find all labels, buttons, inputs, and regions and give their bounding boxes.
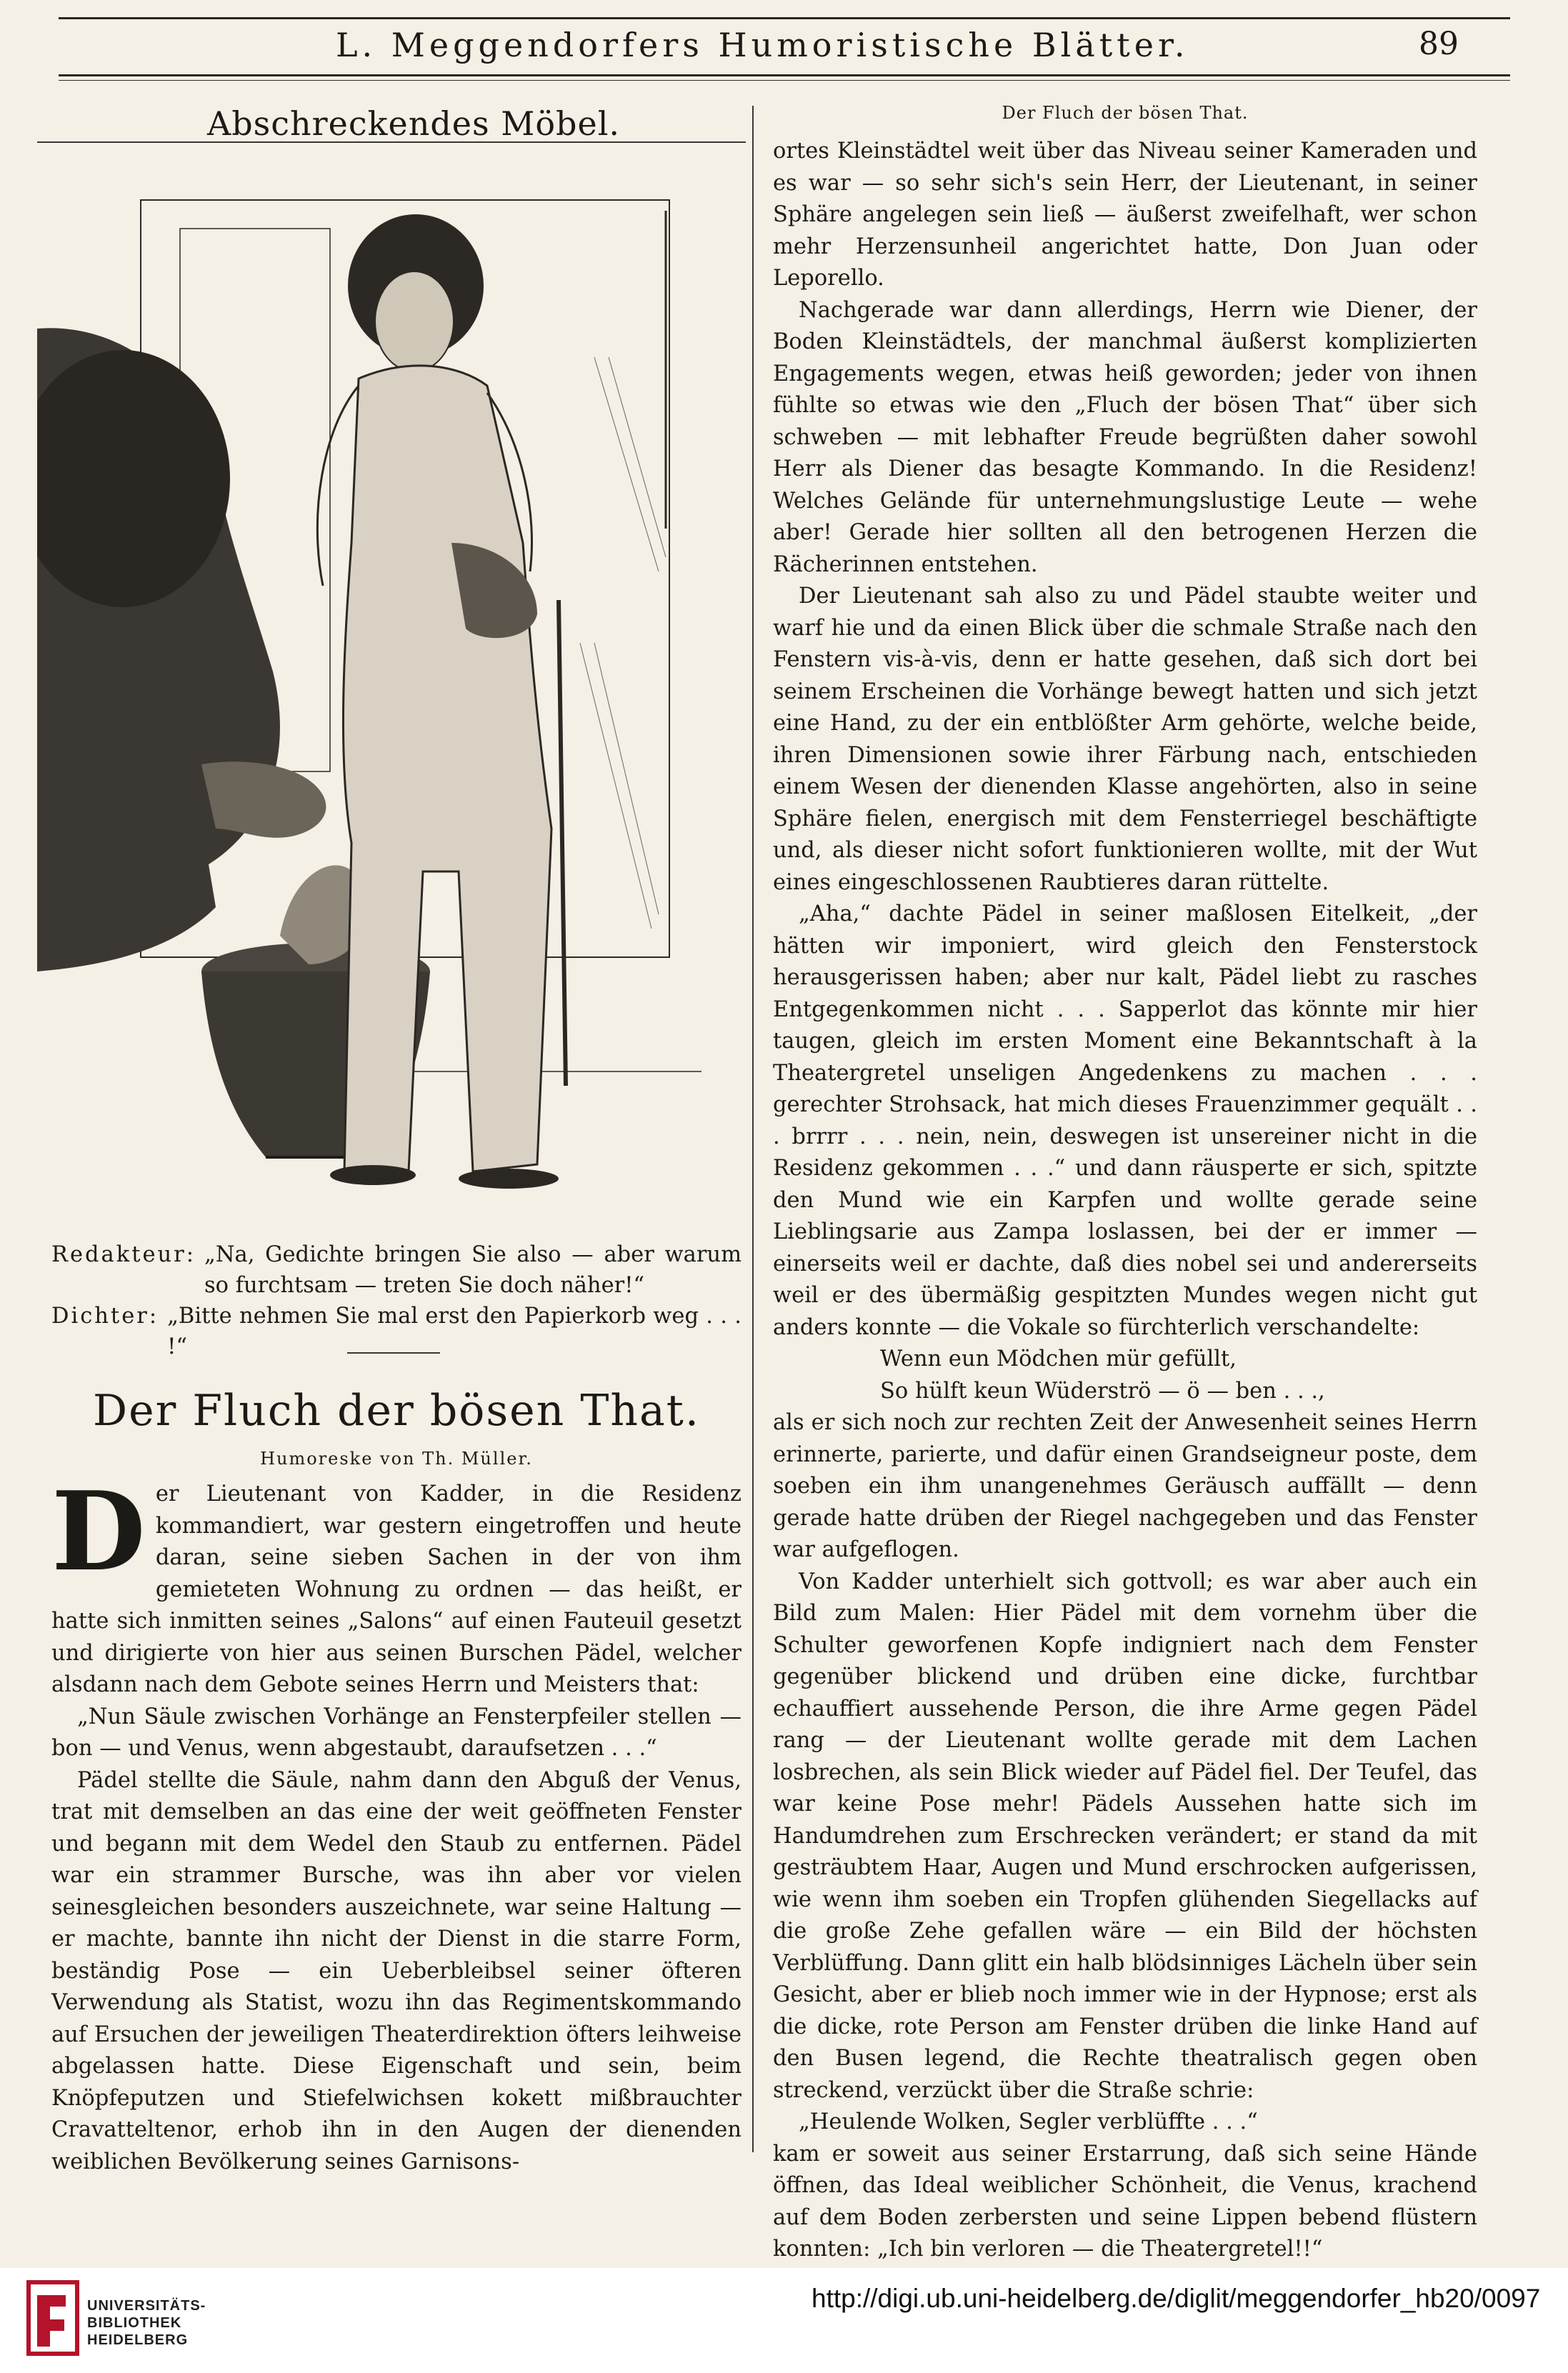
cartoon-caption: [51, 1239, 741, 1362]
paragraph: „Heulende Wolken, Segler verblüffte . . .“: [799, 2109, 1258, 2134]
caption-line: [51, 1239, 741, 1301]
column-running-head: Der Fluch der bösen That.: [1002, 103, 1249, 123]
header-rule-thin: [59, 80, 1510, 81]
story-byline: Humoreske von Th. Müller.: [260, 1449, 533, 1469]
drop-cap: D: [51, 1467, 146, 1595]
library-footer: [0, 2268, 1568, 2373]
story-title: Der Fluch der bösen That.: [93, 1386, 700, 1436]
caption-speaker: Dichter:: [51, 1304, 159, 1329]
header-top-rule: [59, 17, 1510, 19]
paragraph: Nachgerade war dann allerdings, Herrn wie Diener, der Boden Kleinstädtels, der manchmal äußerst komplizierten Engagements wegen, etwas heiß geworden; jeder von ihnen fühlte so etwas wie den „Fluch der bösen That“ über sich schweben — mit lebhafter Freude begrüßten daher sowohl Herr als Diener das besagte Kommando. In die Residenz! Welches Gelände für unternehmungslustige Leute — wehe aber! Gerade hier sollten all den betrogenen Herzen die Rächerinnen entstehen.: [773, 297, 1477, 577]
caption-text: „Na, Gedichte bringen Sie also — aber warum so furchtsam — treten Sie doch näher!“: [204, 1242, 741, 1298]
verse-line: Wenn eun Mödchen mür gefüllt,: [880, 1347, 1237, 1372]
page-number: 89: [1419, 26, 1459, 62]
paragraph-text: er Lieutenant von Kadder, in die Residenz kommandiert, war gestern eingetroffen und heute daran, seine sieben Sachen in der von ihm gemieteten Wohnung zu ordnen — das heißt, er hatte sich inmitten seines „Salons“ auf einen Fauteuil gesetzt und dirigierte von hier aus seinen Burschen Pädel, welcher alsdann nach dem Gebote seines Herrn und Meisters that:: [51, 1482, 741, 1697]
paragraph: ortes Kleinstädtel weit über das Niveau seiner Kameraden und es war — so sehr sich's sein Herr, der Lieutenant, in seiner Sphäre angelegen sein ließ — äußerst zweifelhaft, wer schon mehr Herzensunheil angerichtet hatte, Don Juan oder Leporello.: [773, 139, 1477, 291]
caption-text: „Bitte nehmen Sie mal erst den Papierkorb weg . . . !“: [167, 1304, 741, 1359]
verse-line: So hülft keun Wüderströ — ö — ben . . .,: [880, 1378, 1325, 1404]
paragraph: Pädel stellte die Säule, nahm dann den Abguß der Venus, trat mit demselben an das eine der weit geöffneten Fenster und begann mit dem Wedel den Staub zu entfernen. Pädel war ein strammer Bursche, was ihn aber vor vielen seinesgleichen besonders auszeichnete, war seine Haltung — er machte, bannte ihn nicht der Dienst in die starre Form, beständig Pose — ein Ueberbleibsel seiner öfteren Verwendung als Statist, wozu ihn das Regimentskommando auf Ersuchen der jeweiligen Theaterdirektion öfters leihweise abgelassen hatte. Diese Eigenschaft und sein, beim Knöpfeputzen und Stiefelwichsen kokett mißbrauchter Cravatteltenor, erhob ihn in den Augen der dienenden weiblichen Bevölkerung seines Garnisons-: [51, 1767, 741, 2174]
story-column-left: [51, 1467, 741, 2178]
paragraph: kam er soweit aus seiner Erstarrung, daß sich seine Hände öffnen, das Ideal weiblicher Schönheit, die Venus, krachend auf dem Boden zerbersten und seine Lippen bebend flüstern konnten: „Ich bin verloren — die Theatergretel!!“: [773, 2141, 1477, 2262]
institution-line: BIBLIOTHEK: [87, 2315, 182, 2331]
column-divider: [752, 106, 754, 2152]
cartoon-illustration: [37, 143, 746, 1229]
paragraph: als er sich noch zur rechten Zeit der Anwesenheit seines Herrn erinnerte, parierte, und dafür einen Grandseigneur poste, dem soeben ein ihm unangenehmes Geräusch auffällt — denn gerade hatte drüben der Riegel nachgegeben und das Fenster war aufgeflogen.: [773, 1410, 1477, 1562]
story-column-right: [773, 136, 1477, 2266]
institution-line: UNIVERSITÄTS-: [87, 2298, 206, 2314]
poet-figure: [317, 214, 566, 1189]
university-logo-icon: [26, 2278, 80, 2358]
paragraph: Der Lieutenant sah also zu und Pädel staubte weiter und warf hie und da einen Blick über die schmale Straße nach den Fenstern vis-à-vis, denn er hatte gesehen, daß sich dort bei seinem Erscheinen die Vorhänge bewegt hatten und sich jetzt eine Hand, zu der ein entblößter Arm gehörte, welche beide, ihren Dimensionen sowie ihrer Färbung nach, entschieden einem Wesen der dienenden Klasse angehörten, also in seine Sphäre fielen, energisch mit dem Fensterriegel beschäftigte und, als dieser nicht sofort funktionieren wollte, mit der Wut eines eingeschlossenen Raubtieres daran rüttelte.: [773, 584, 1477, 895]
header-rule: [59, 74, 1510, 76]
cartoon-title: Abschreckendes Möbel.: [207, 104, 621, 143]
editor-figure: [37, 328, 326, 971]
paragraph: „Nun Säule zwischen Vorhänge an Fensterpfeiler stellen — bon — und Venus, wenn abgestaubt, daraufsetzen . . .“: [51, 1704, 741, 1761]
paragraph: Von Kadder unterhielt sich gottvoll; es war aber auch ein Bild zum Malen: Hier Pädel mit dem vornehm über die Schulter geworfenen Kopfe indigniert nach dem Fenster gegenüber blickend und drüben eine dicke, furchtbar echauffiert aussehende Person, die ihre Arme gegen Pädel rang — der Lieutenant wollte gerade mit dem Lachen losbrechen, als sein Blick wieder auf Pädel fiel. Der Teufel, das war keine Pose mehr! Pädels Aussehen hatte sich im Handumdrehen zum Erschrecken verändert; er stand da mit gesträubtem Haar, Augen und Mund erschrocken aufgerissen, wie wenn ihm soeben ein Tropfen glühenden Siegellacks auf die große Zehe gefallen wäre — ein Bild der höchsten Verblüffung. Dann glitt ein halb blödsinniges Lächeln über sein Gesicht, aber er blieb noch immer wie in der Hypnose; erst als die dicke, rote Person am Fenster drüben die linke Hand auf den Busen legend, die Rechte theatralisch gegen oben streckend, verzückt über die Straße schrie:: [773, 1569, 1477, 2103]
institution-line: HEIDELBERG: [87, 2332, 189, 2348]
section-divider: [347, 1352, 440, 1354]
running-title: L. Meggendorfers Humoristische Blätter.: [336, 26, 1189, 64]
paragraph: [51, 1467, 741, 1702]
caption-speaker: Redakteur:: [51, 1242, 196, 1267]
source-url-link[interactable]: http://digi.ub.uni-heidelberg.de/diglit/meggendorfer_hb20/0097: [812, 2284, 1541, 2313]
paragraph: „Aha,“ dachte Pädel in seiner maßlosen Eitelkeit, „der hätten wir imponiert, wird gleich den Fensterstock herausgerissen haben; aber nur kalt, Pädel liebt zu rasches Entgegenkommen nicht . . . Sapperlot das könnte mir hier taugen, gleich im ersten Moment eine Bekanntschaft à la Theatergretel unseligen Angedenkens zu machen . . . gerechter Strohsack, hat mich dieses Frauenzimmer gequält . . . brrrr . . . nein, nein, deswegen ist unsereiner nicht in die Residenz gekommen . . .“ und dann räusperte er sich, spitzte den Mund wie ein Karpfen und wollte gerade seine Lieblingsarie aus Zampa loslassen, bei der er immer — einerseits weil er dachte, daß dies nobel sei und andererseits weil er des übermäßig gespitzten Mundes wegen nicht gut anders konnte — die Vokale so fürchterlich verschandelte:: [773, 901, 1477, 1340]
